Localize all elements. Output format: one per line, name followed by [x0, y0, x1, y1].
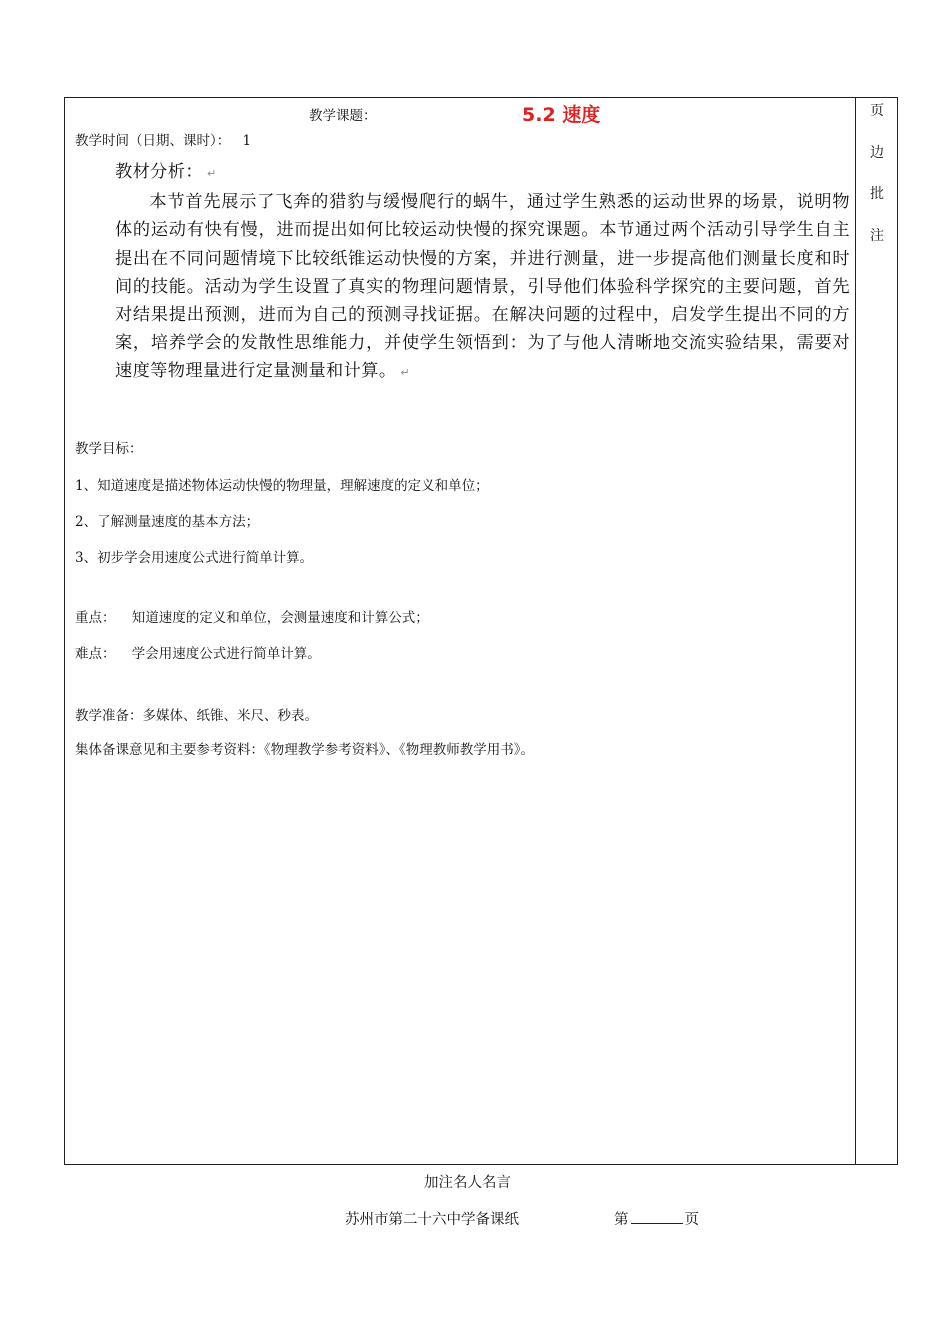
difficult-point-text: 学会用速度公式进行简单计算。 [131, 646, 321, 662]
footer-page-number [614, 1208, 699, 1229]
analysis-heading: 教材分析： [115, 162, 203, 182]
analysis-section [115, 158, 850, 388]
difficult-point-row [75, 642, 321, 662]
objective-item: 2、了解测量速度的基本方法； [75, 514, 260, 530]
topic-label: 教学课题： [309, 108, 377, 124]
objectives-heading: 教学目标： [75, 441, 143, 457]
paragraph-mark-icon: ↵ [400, 366, 411, 380]
difficult-point-label: 难点： [75, 646, 116, 662]
margin-divider [855, 97, 856, 1165]
key-point-row [75, 606, 429, 626]
objective-item: 3、初步学会用速度公式进行简单计算。 [75, 550, 314, 566]
side-note-char: 批 [870, 186, 884, 202]
page-number-blank [631, 1209, 683, 1224]
footer-quote: 加注名人名言 [424, 1175, 511, 1191]
side-note-char: 注 [870, 227, 884, 244]
time-row [75, 129, 251, 149]
objective-item: 1、知道速度是描述物体运动快慢的物理量，理解速度的定义和单位； [75, 478, 489, 494]
analysis-body: 本节首先展示了飞奔的猎豹与缓慢爬行的蜗牛，通过学生熟悉的运动世界的场景，说明物体的运动有快有慢，进而提出如何比较运动快慢的探究课题。本节通过两个活动引导学生自主提出在不同问题情境下比较纸锥运动快慢的方案，并进行测量，进一步提高他们测量长度和时间的技能。活动为学生设置了真实的物理问题情景，引导他们体验科学探究的主要问题，首先对结果提出预测，进而为自己的预测寻找证据。在解决问题的过程中，启发学生提出不同的方案，培养学会的发散性思维能力，并使学生领悟到：为了与他人清晰地交流实验结果，需要对速度等物理量进行定量测量和计算。 [115, 192, 850, 382]
page-suffix: 页 [684, 1212, 699, 1228]
footer-school: 苏州市第二十六中学备课纸 [345, 1212, 519, 1228]
time-label: 教学时间（日期、课时）： [75, 133, 231, 149]
side-note-column [856, 91, 898, 257]
preparation-line: 教学准备：多媒体、纸锥、米尺、秒表。 [75, 708, 318, 724]
key-point-text: 知道速度的定义和单位，会测量速度和计算公式； [131, 610, 429, 626]
time-value: 1 [242, 133, 252, 149]
references-line: 集体备课意见和主要参考资料：《物理教学参考资料》、《物理教师教学用书》。 [75, 742, 534, 758]
side-note-char: 边 [870, 144, 884, 161]
lesson-title: 5.2 速度 [522, 104, 601, 126]
key-point-label: 重点： [75, 610, 116, 626]
paragraph-mark-icon: ↵ [206, 167, 217, 180]
page-prefix: 第 [614, 1212, 629, 1228]
side-note-char: 页 [870, 103, 884, 119]
